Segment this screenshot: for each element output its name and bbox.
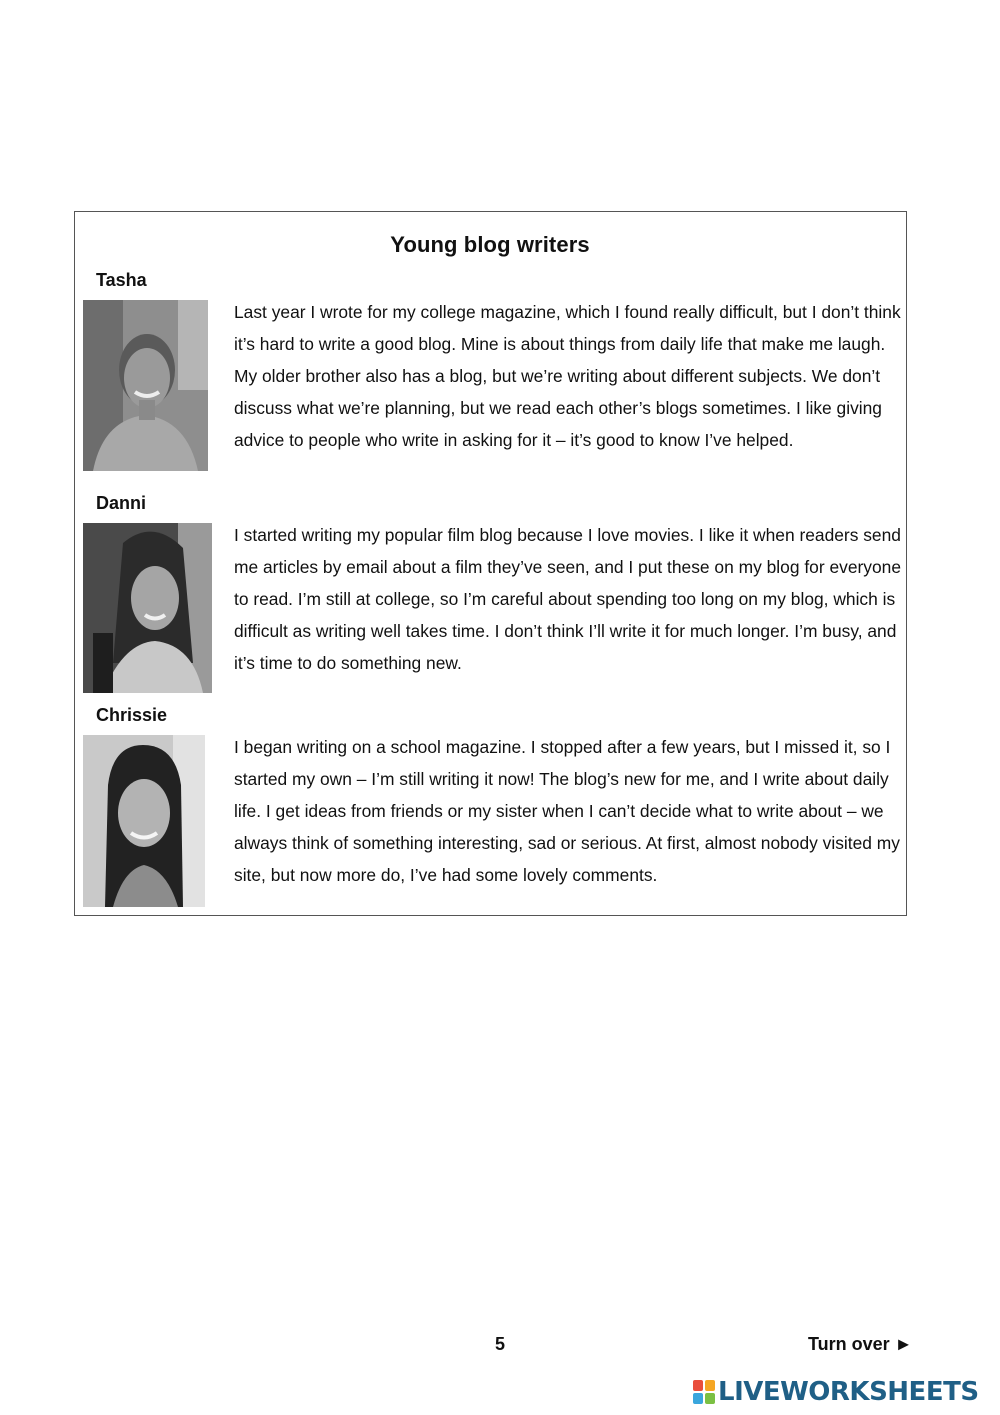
- writer-name-tasha: Tasha: [96, 270, 147, 290]
- danni-photo: [83, 523, 212, 693]
- chrissie-photo: [83, 735, 205, 907]
- tasha-text: Last year I wrote for my college magazine, which I found really difficult, but I don’t think it’s hard to write a good blog. Mine is about things from daily life that make me laugh. My older brother also has a blog, but we’re writing about different subjects. We don’t discuss what we’re planning, but we read each other’s blogs sometimes. I like giving advice to people who write in asking for it – it’s good to know I’ve helped.: [234, 302, 901, 450]
- turn-over-label: Turn over ►: [808, 1334, 913, 1354]
- page-number: 5: [494, 1334, 505, 1354]
- tasha-photo: [83, 300, 208, 471]
- liveworksheets-logo: [693, 1376, 979, 1408]
- chrissie-text: I began writing on a school magazine. I stopped after a few years, but I missed it, so I started my own – I’m still writing it now! The blog’s new for me, and I write about daily life. I get ideas from friends or my sister when I can’t decide what to write about – we always think of something interesting, sad or serious. At first, almost nobody visited my site, but now more do, I’ve had some lovely comments.: [234, 737, 900, 885]
- danni-text: I started writing my popular film blog because I love movies. I like it when readers send me articles by email about a film they’ve seen, and I put these on my blog for everyone to read. I’m still at college, so I’m careful about spending too long on my blog, which is difficult as writing well takes time. I don’t think I’ll write it for much longer. I’m busy, and it’s time to do something new.: [234, 525, 901, 673]
- writer-name-danni: Danni: [96, 493, 147, 513]
- writer-name-chrissie: Chrissie: [96, 705, 168, 725]
- article-title: Young blog writers: [390, 232, 590, 257]
- logo-mark-icon: [693, 1380, 715, 1404]
- logo-text: LIVEWORKSHEETS: [718, 1377, 979, 1407]
